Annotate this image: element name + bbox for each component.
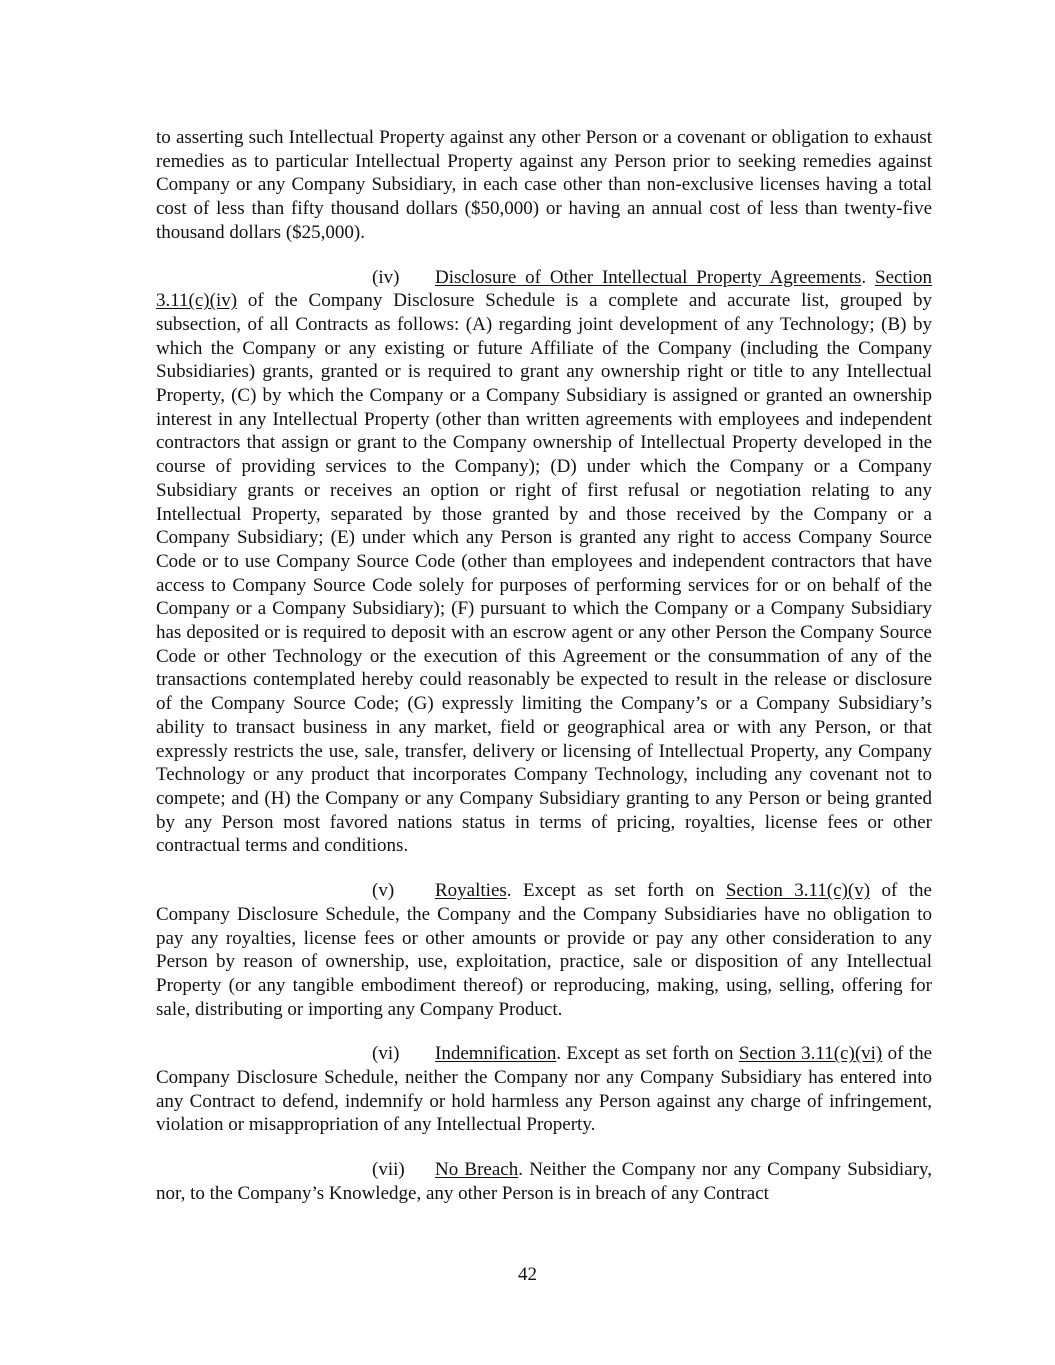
page-number: 42 [518,1264,537,1285]
paragraph-v [156,879,932,1021]
section-number: (v) [372,880,395,902]
section-heading: Indemnification [435,1043,557,1065]
section-number: (iv) [372,266,400,288]
section-heading: Royalties [435,880,507,902]
pre-reference-text: . Except as set forth on [506,880,726,902]
paragraph-body: of the Company Disclosure Schedule is a complete and accurate list, grouped by subsection, of all Contracts as follows: (A) regarding joint development of any Technology; (B) by which the Company or any existing or future Affiliate of the Company (including the Company Subsidiaries) grants, granted or is required to grant any ownership right or title to any Intellectual Property, (C) by which the Company or a Company Subsidiary is assigned or granted an ownership interest in any Intellectual Property (other than written agreements with employees and independent contractors that assign or grant to the Company ownership of Intellectual Property developed in the course of providing services to the Company); (D) under which the Company or a Company Subsidiary grants or receives an option or right of first refusal or negotiation relating to any Intellectual Property, separated by those granted by and those received by the Company or a Company Subsidiary; (E) under which any Person is granted any right to access Company Source Code or to use Company Source Code (other than employees and independent contractors that have access to Company Source Code solely for purposes of performing services for or on behalf of the Company or a Company Subsidiary); (F) pursuant to which the Company or a Company Subsidiary has deposited or is required to deposit with an escrow agent or any other Person the Company Source Code or other Technology or the execution of this Agreement or the consummation of any of the transactions contemplated hereby could reasonably be expected to result in the release or disclosure of the Company Source Code; (G) expressly limiting the Company’s or a Company Subsidiary’s ability to transact business in any market, field or geographical area or with any Person, or that expressly restricts the use, sale, transfer, delivery or licensing of Intellectual Property, any Company Technology or any product that incorporates Company Technology, including any covenant not to compete; and (H) the Company or any Company Subsidiary granting to any Person or being granted by any Person most favored nations status in terms of pricing, royalties, license fees or other contractual terms and conditions. [156,290,932,857]
paragraph-vii [156,1158,932,1205]
paragraph-body: of the Company Disclosure Schedule, neither the Company nor any Company Subsidiary has entered into any Contract to defend, indemnify or hold harmless any Person against any charge of infringement, violation or misappropriation of any Intellectual Property. [156,1043,933,1136]
section-reference: Section 3.11(c)(iv) [156,266,932,312]
paragraph-continuation [156,126,932,245]
section-heading: No Breach [435,1159,519,1181]
paragraph-text: to asserting such Intellectual Property against any other Person or a covenant or obligation to exhaust remedies as to particular Intellectual Property against any Person prior to seeking remedies against Company or any Company Subsidiary, in each case other than non-exclusive licenses having a total cost of less than fifty thousand dollars ($50,000) or having an annual cost of less than twenty-five thousand dollars ($25,000). [156,127,932,243]
paragraph-iv: (iv) Disclosure of Other Intellectual Property Agreements. Section 3.11(c)(iv) of the Company Disclosure Schedule is a complete and accurate list, grouped by subsection, of all Contracts as follows: (A) regarding joint development of any Technology; (B) by which the Company or any existing or future Affiliate of the Company (including the Company Subsidiaries) grants, granted or is required to grant any ownership right or title to any Intellectual Property, (C) by which the Company or a Company Subsidiary is assigned or granted an ownership interest in any Intellectual Property (other than written agreements with employees and independent contractors that assign or grant to the Company ownership of Intellectual Property developed in the course of providing services to the Company); (D) under which the Company or a Company Subsidiary grants or receives an option or right of first refusal or negotiation relating to any Intellectual Property, separated by those granted by and those received by the Company or a Company Subsidiary; (E) under which any Person is granted any right to access Company Source Code or to use Company Source Code (other than employees and independent contractors that have access to Company Source Code solely for purposes of performing services for or on behalf of the Company or a Company Subsidiary); (F) pursuant to which the Company or a Company Subsidiary has deposited or is required to deposit with an escrow agent or any other Person the Company Source Code or other Technology or the execution of this Agreement or the consummation of any of the transactions contemplated hereby could reasonably be expected to result in the release or disclosure of the Company Source Code; (G) expressly limiting the Company’s or a Company Subsidiary’s ability to transact business in any market, field or geographical area or with any Person, or that expressly restricts the use, sale, transfer, delivery or licensing of Intellectual Property, any Company Technology or any product that incorporates Company Technology, including any covenant not to compete; and (H) the Company or any Company Subsidiary granting to any Person or being granted by any Person most favored nations status in terms of pricing, royalties, license fees or other contractual terms and conditions. [156,266,932,857]
paragraph-body: of the Company Disclosure Schedule, the Company and the Company Subsidiaries have no obligation to pay any royalties, license fees or other amounts or provide or pay any other consideration to any Person by reason of ownership, use, exploitation, practice, sale or disposition of any Intellectual Property (or any tangible embodiment thereof) or reproducing, making, using, selling, offering for sale, distributing or importing any Company Product. [156,880,932,1020]
section-reference: Section 3.11(c)(vi) [738,1043,883,1065]
section-number: (vi) [372,1043,400,1065]
paragraph-body: . Neither the Company nor any Company Subsidiary, nor, to the Company’s Knowledge, any other Person is in breach of any Contract [156,1159,932,1204]
section-number: (vii) [372,1159,405,1181]
section-heading: Disclosure of Other Intellectual Property Agreements [435,266,862,288]
pre-reference-text: . Except as set forth on [556,1043,739,1065]
paragraph-vi [156,1042,932,1137]
document-page [156,126,932,1227]
section-reference: Section 3.11(c)(v) [725,880,871,902]
